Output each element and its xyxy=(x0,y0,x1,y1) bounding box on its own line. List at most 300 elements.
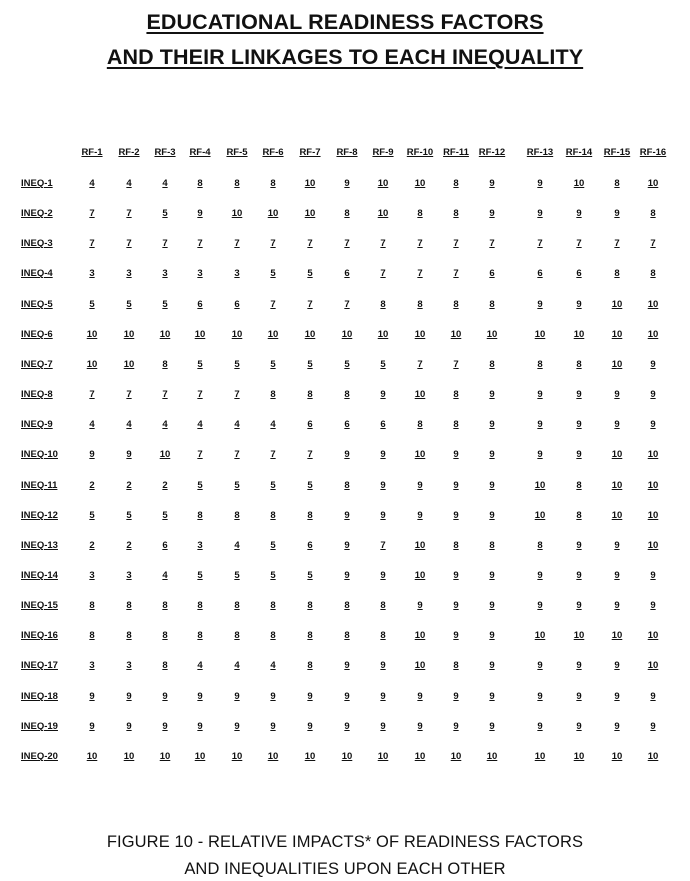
table-cell: 5 xyxy=(270,540,276,551)
table-cell: 10 xyxy=(267,208,279,219)
table-cell: 9 xyxy=(162,721,168,732)
table-cell: 8 xyxy=(650,268,656,279)
table-cell: 7 xyxy=(453,238,459,249)
table-cell: 9 xyxy=(270,721,276,732)
table-cell: 7 xyxy=(614,238,620,249)
row-header: INEQ-1 xyxy=(21,178,53,189)
title-line-2: AND THEIR LINKAGES TO EACH INEQUALITY xyxy=(106,45,584,69)
table-cell: 10 xyxy=(159,751,171,762)
table-cell: 5 xyxy=(162,299,168,310)
table-cell: 7 xyxy=(307,238,313,249)
table-cell: 9 xyxy=(614,419,620,430)
table-cell: 10 xyxy=(486,329,498,340)
table-cell: 9 xyxy=(537,721,543,732)
table-cell: 10 xyxy=(377,329,389,340)
table-cell: 8 xyxy=(453,389,459,400)
column-header: RF-8 xyxy=(336,147,358,158)
table-cell: 7 xyxy=(650,238,656,249)
table-cell: 6 xyxy=(576,268,582,279)
table-cell: 9 xyxy=(380,721,386,732)
table-cell: 7 xyxy=(162,389,168,400)
table-cell: 10 xyxy=(573,329,585,340)
table-cell: 7 xyxy=(197,389,203,400)
table-cell: 9 xyxy=(537,691,543,702)
table-cell: 3 xyxy=(197,540,203,551)
table-cell: 9 xyxy=(453,449,459,460)
table-cell: 8 xyxy=(197,630,203,641)
table-cell: 8 xyxy=(576,359,582,370)
table-cell: 9 xyxy=(344,660,350,671)
table-cell: 10 xyxy=(86,359,98,370)
table-cell: 8 xyxy=(126,630,132,641)
row-header: INEQ-12 xyxy=(21,510,58,521)
table-cell: 8 xyxy=(576,480,582,491)
row-header: INEQ-10 xyxy=(21,449,58,460)
row-header: INEQ-7 xyxy=(21,359,53,370)
column-header: RF-11 xyxy=(443,147,469,158)
column-header: RF-1 xyxy=(81,147,103,158)
table-cell: 8 xyxy=(417,208,423,219)
table-cell: 9 xyxy=(489,570,495,581)
table-cell: 9 xyxy=(344,510,350,521)
table-cell: 5 xyxy=(380,359,386,370)
table-cell: 6 xyxy=(344,419,350,430)
table-cell: 9 xyxy=(650,389,656,400)
table-cell: 5 xyxy=(307,480,313,491)
table-cell: 6 xyxy=(344,268,350,279)
table-cell: 9 xyxy=(489,660,495,671)
table-cell: 9 xyxy=(234,691,240,702)
table-cell: 10 xyxy=(611,449,623,460)
table-cell: 7 xyxy=(126,208,132,219)
table-cell: 9 xyxy=(489,449,495,460)
row-header: INEQ-18 xyxy=(21,691,58,702)
table-cell: 7 xyxy=(417,359,423,370)
table-cell: 9 xyxy=(344,570,350,581)
table-cell: 10 xyxy=(647,299,659,310)
table-cell: 8 xyxy=(307,660,313,671)
table-cell: 9 xyxy=(576,540,582,551)
table-cell: 7 xyxy=(453,268,459,279)
table-cell: 10 xyxy=(647,751,659,762)
table-cell: 5 xyxy=(270,359,276,370)
table-cell: 9 xyxy=(576,691,582,702)
table-cell: 10 xyxy=(194,751,206,762)
table-cell: 8 xyxy=(197,600,203,611)
table-cell: 4 xyxy=(89,419,95,430)
table-cell: 9 xyxy=(489,208,495,219)
row-header: INEQ-9 xyxy=(21,419,53,430)
table-cell: 5 xyxy=(307,359,313,370)
table-cell: 10 xyxy=(573,630,585,641)
table-cell: 8 xyxy=(380,299,386,310)
table-cell: 10 xyxy=(231,751,243,762)
table-cell: 6 xyxy=(307,419,313,430)
table-cell: 5 xyxy=(270,570,276,581)
table-cell: 9 xyxy=(417,691,423,702)
table-cell: 2 xyxy=(126,540,132,551)
table-cell: 9 xyxy=(576,660,582,671)
table-cell: 10 xyxy=(573,178,585,189)
table-cell: 9 xyxy=(537,449,543,460)
table-cell: 9 xyxy=(380,449,386,460)
table-cell: 7 xyxy=(307,449,313,460)
table-cell: 9 xyxy=(453,480,459,491)
table-cell: 8 xyxy=(197,178,203,189)
table-cell: 8 xyxy=(234,600,240,611)
table-cell: 3 xyxy=(126,660,132,671)
table-cell: 8 xyxy=(489,299,495,310)
table-cell: 10 xyxy=(611,329,623,340)
row-header: INEQ-3 xyxy=(21,238,53,249)
table-cell: 10 xyxy=(194,329,206,340)
table-cell: 7 xyxy=(270,449,276,460)
table-cell: 9 xyxy=(537,299,543,310)
table-cell: 6 xyxy=(489,268,495,279)
row-header: INEQ-16 xyxy=(21,630,58,641)
table-cell: 3 xyxy=(89,570,95,581)
table-cell: 9 xyxy=(89,691,95,702)
table-cell: 4 xyxy=(197,660,203,671)
table-cell: 8 xyxy=(344,389,350,400)
table-cell: 9 xyxy=(614,540,620,551)
table-cell: 8 xyxy=(270,510,276,521)
table-cell: 5 xyxy=(126,299,132,310)
table-cell: 5 xyxy=(270,268,276,279)
table-cell: 8 xyxy=(162,359,168,370)
table-cell: 9 xyxy=(489,510,495,521)
table-cell: 9 xyxy=(270,691,276,702)
table-cell: 2 xyxy=(126,480,132,491)
table-cell: 9 xyxy=(489,480,495,491)
table-cell: 10 xyxy=(267,751,279,762)
table-cell: 8 xyxy=(307,630,313,641)
table-cell: 10 xyxy=(414,570,426,581)
table-cell: 5 xyxy=(89,510,95,521)
table-cell: 9 xyxy=(537,660,543,671)
table-cell: 10 xyxy=(159,449,171,460)
table-cell: 4 xyxy=(162,419,168,430)
table-cell: 9 xyxy=(489,691,495,702)
column-header: RF-12 xyxy=(478,147,506,158)
table-cell: 7 xyxy=(307,299,313,310)
table-cell: 5 xyxy=(162,208,168,219)
column-header: RF-6 xyxy=(262,147,284,158)
table-cell: 3 xyxy=(126,570,132,581)
row-header: INEQ-2 xyxy=(21,208,53,219)
table-cell: 9 xyxy=(380,510,386,521)
table-cell: 9 xyxy=(650,359,656,370)
table-cell: 10 xyxy=(534,630,546,641)
table-cell: 10 xyxy=(377,178,389,189)
table-cell: 7 xyxy=(453,359,459,370)
table-cell: 9 xyxy=(89,721,95,732)
table-cell: 5 xyxy=(89,299,95,310)
table-cell: 10 xyxy=(123,751,135,762)
table-cell: 9 xyxy=(126,721,132,732)
table-cell: 9 xyxy=(537,600,543,611)
column-header: RF-10 xyxy=(406,147,434,158)
table-cell: 10 xyxy=(86,329,98,340)
table-cell: 7 xyxy=(417,268,423,279)
table-cell: 7 xyxy=(380,268,386,279)
table-cell: 9 xyxy=(453,721,459,732)
table-cell: 10 xyxy=(414,178,426,189)
table-cell: 10 xyxy=(611,751,623,762)
table-cell: 9 xyxy=(489,630,495,641)
figure-caption-line-1: FIGURE 10 - RELATIVE IMPACTS* OF READINESS FACTORS xyxy=(106,833,584,851)
table-cell: 8 xyxy=(453,178,459,189)
table-cell: 8 xyxy=(126,600,132,611)
table-cell: 8 xyxy=(307,510,313,521)
table-cell: 9 xyxy=(380,570,386,581)
table-cell: 7 xyxy=(126,238,132,249)
table-cell: 10 xyxy=(647,480,659,491)
table-cell: 3 xyxy=(126,268,132,279)
table-cell: 6 xyxy=(307,540,313,551)
table-cell: 4 xyxy=(126,178,132,189)
table-cell: 10 xyxy=(647,540,659,551)
column-header: RF-15 xyxy=(603,147,631,158)
table-cell: 10 xyxy=(414,389,426,400)
table-cell: 7 xyxy=(89,208,95,219)
table-cell: 9 xyxy=(307,691,313,702)
table-cell: 9 xyxy=(576,600,582,611)
table-cell: 9 xyxy=(650,721,656,732)
table-cell: 10 xyxy=(304,751,316,762)
table-cell: 9 xyxy=(89,449,95,460)
table-cell: 10 xyxy=(534,480,546,491)
table-cell: 9 xyxy=(614,600,620,611)
table-cell: 9 xyxy=(489,389,495,400)
table-cell: 8 xyxy=(197,510,203,521)
table-cell: 9 xyxy=(650,691,656,702)
table-cell: 10 xyxy=(341,329,353,340)
table-cell: 5 xyxy=(344,359,350,370)
table-cell: 9 xyxy=(417,721,423,732)
table-cell: 5 xyxy=(197,480,203,491)
table-cell: 9 xyxy=(417,600,423,611)
table-cell: 9 xyxy=(380,389,386,400)
table-cell: 8 xyxy=(453,660,459,671)
table-cell: 9 xyxy=(417,480,423,491)
table-cell: 10 xyxy=(450,751,462,762)
table-cell: 8 xyxy=(453,540,459,551)
table-cell: 10 xyxy=(611,299,623,310)
table-cell: 8 xyxy=(489,540,495,551)
table-cell: 3 xyxy=(234,268,240,279)
table-cell: 7 xyxy=(489,238,495,249)
column-header: RF-4 xyxy=(189,147,211,158)
table-cell: 8 xyxy=(89,630,95,641)
table-cell: 4 xyxy=(270,419,276,430)
title-line-1: EDUCATIONAL READINESS FACTORS xyxy=(146,10,544,34)
column-header: RF-7 xyxy=(299,147,321,158)
table-cell: 8 xyxy=(270,630,276,641)
table-cell: 9 xyxy=(489,600,495,611)
table-cell: 5 xyxy=(197,570,203,581)
table-cell: 4 xyxy=(234,540,240,551)
table-cell: 9 xyxy=(197,721,203,732)
table-cell: 7 xyxy=(234,389,240,400)
table-cell: 6 xyxy=(234,299,240,310)
table-cell: 3 xyxy=(162,268,168,279)
table-cell: 9 xyxy=(614,570,620,581)
table-cell: 5 xyxy=(234,480,240,491)
table-cell: 10 xyxy=(414,660,426,671)
table-cell: 9 xyxy=(576,299,582,310)
table-cell: 7 xyxy=(89,238,95,249)
table-cell: 9 xyxy=(614,691,620,702)
table-cell: 9 xyxy=(576,419,582,430)
table-cell: 7 xyxy=(234,238,240,249)
table-cell: 8 xyxy=(576,510,582,521)
table-cell: 8 xyxy=(344,480,350,491)
table-cell: 7 xyxy=(197,449,203,460)
table-cell: 7 xyxy=(197,238,203,249)
table-cell: 8 xyxy=(234,178,240,189)
table-cell: 8 xyxy=(453,208,459,219)
table-cell: 7 xyxy=(417,238,423,249)
table-cell: 5 xyxy=(126,510,132,521)
table-cell: 10 xyxy=(647,449,659,460)
table-cell: 9 xyxy=(162,691,168,702)
table-cell: 8 xyxy=(453,299,459,310)
figure-caption-line-2: AND INEQUALITIES UPON EACH OTHER xyxy=(184,860,506,878)
table-cell: 8 xyxy=(234,510,240,521)
table-cell: 8 xyxy=(307,600,313,611)
table-cell: 10 xyxy=(486,751,498,762)
table-cell: 7 xyxy=(344,299,350,310)
table-cell: 10 xyxy=(647,178,659,189)
table-cell: 9 xyxy=(234,721,240,732)
table-cell: 8 xyxy=(270,600,276,611)
table-cell: 7 xyxy=(537,238,543,249)
table-cell: 10 xyxy=(534,751,546,762)
table-cell: 6 xyxy=(197,299,203,310)
table-cell: 10 xyxy=(647,329,659,340)
row-header: INEQ-5 xyxy=(21,299,53,310)
table-cell: 10 xyxy=(123,329,135,340)
table-cell: 8 xyxy=(453,419,459,430)
table-cell: 10 xyxy=(414,329,426,340)
table-cell: 8 xyxy=(344,208,350,219)
table-cell: 2 xyxy=(89,480,95,491)
table-cell: 10 xyxy=(304,329,316,340)
table-cell: 9 xyxy=(650,570,656,581)
table-cell: 9 xyxy=(614,660,620,671)
table-cell: 9 xyxy=(417,510,423,521)
table-cell: 5 xyxy=(270,480,276,491)
table-cell: 8 xyxy=(417,299,423,310)
table-cell: 8 xyxy=(380,600,386,611)
table-cell: 4 xyxy=(162,178,168,189)
table-cell: 9 xyxy=(453,600,459,611)
row-header: INEQ-4 xyxy=(21,268,53,279)
table-cell: 10 xyxy=(611,510,623,521)
table-cell: 9 xyxy=(576,389,582,400)
table-cell: 7 xyxy=(89,389,95,400)
table-cell: 8 xyxy=(89,600,95,611)
table-cell: 9 xyxy=(380,480,386,491)
table-cell: 5 xyxy=(162,510,168,521)
row-header: INEQ-19 xyxy=(21,721,58,732)
table-cell: 5 xyxy=(234,570,240,581)
row-header: INEQ-17 xyxy=(21,660,58,671)
column-header: RF-5 xyxy=(226,147,248,158)
column-header: RF-3 xyxy=(154,147,176,158)
row-header: INEQ-14 xyxy=(21,570,58,581)
table-cell: 2 xyxy=(89,540,95,551)
row-header: INEQ-6 xyxy=(21,329,53,340)
table-cell: 9 xyxy=(537,389,543,400)
table-cell: 10 xyxy=(86,751,98,762)
table-cell: 10 xyxy=(450,329,462,340)
table-cell: 8 xyxy=(650,208,656,219)
table-cell: 9 xyxy=(537,419,543,430)
table-cell: 10 xyxy=(341,751,353,762)
table-cell: 9 xyxy=(380,691,386,702)
table-cell: 9 xyxy=(344,178,350,189)
table-cell: 8 xyxy=(344,630,350,641)
table-cell: 8 xyxy=(489,359,495,370)
table-cell: 8 xyxy=(162,630,168,641)
table-cell: 7 xyxy=(270,299,276,310)
table-cell: 10 xyxy=(647,630,659,641)
table-cell: 10 xyxy=(647,510,659,521)
column-header: RF-13 xyxy=(526,147,554,158)
column-header: RF-16 xyxy=(639,147,667,158)
table-cell: 3 xyxy=(197,268,203,279)
table-cell: 5 xyxy=(197,359,203,370)
column-header: RF-9 xyxy=(372,147,394,158)
table-cell: 2 xyxy=(162,480,168,491)
table-cell: 3 xyxy=(89,660,95,671)
table-cell: 7 xyxy=(126,389,132,400)
table-cell: 3 xyxy=(89,268,95,279)
table-cell: 6 xyxy=(162,540,168,551)
table-cell: 9 xyxy=(537,208,543,219)
table-cell: 5 xyxy=(307,268,313,279)
table-cell: 8 xyxy=(270,178,276,189)
table-cell: 10 xyxy=(414,630,426,641)
table-cell: 9 xyxy=(614,721,620,732)
table-cell: 10 xyxy=(304,208,316,219)
table-cell: 9 xyxy=(537,570,543,581)
table-cell: 9 xyxy=(453,630,459,641)
table-cell: 9 xyxy=(197,691,203,702)
table-cell: 10 xyxy=(123,359,135,370)
table-cell: 7 xyxy=(234,449,240,460)
table-cell: 4 xyxy=(234,419,240,430)
table-cell: 9 xyxy=(453,570,459,581)
column-header: RF-2 xyxy=(118,147,140,158)
table-cell: 4 xyxy=(234,660,240,671)
table-cell: 10 xyxy=(611,630,623,641)
table-cell: 9 xyxy=(614,208,620,219)
table-cell: 9 xyxy=(614,389,620,400)
column-header: RF-14 xyxy=(565,147,593,158)
row-header: INEQ-20 xyxy=(21,751,58,762)
table-cell: 9 xyxy=(576,721,582,732)
table-cell: 9 xyxy=(126,449,132,460)
table-cell: 9 xyxy=(650,419,656,430)
table-cell: 9 xyxy=(453,510,459,521)
table-cell: 7 xyxy=(270,238,276,249)
table-cell: 10 xyxy=(231,329,243,340)
table-cell: 7 xyxy=(380,540,386,551)
table-cell: 10 xyxy=(304,178,316,189)
